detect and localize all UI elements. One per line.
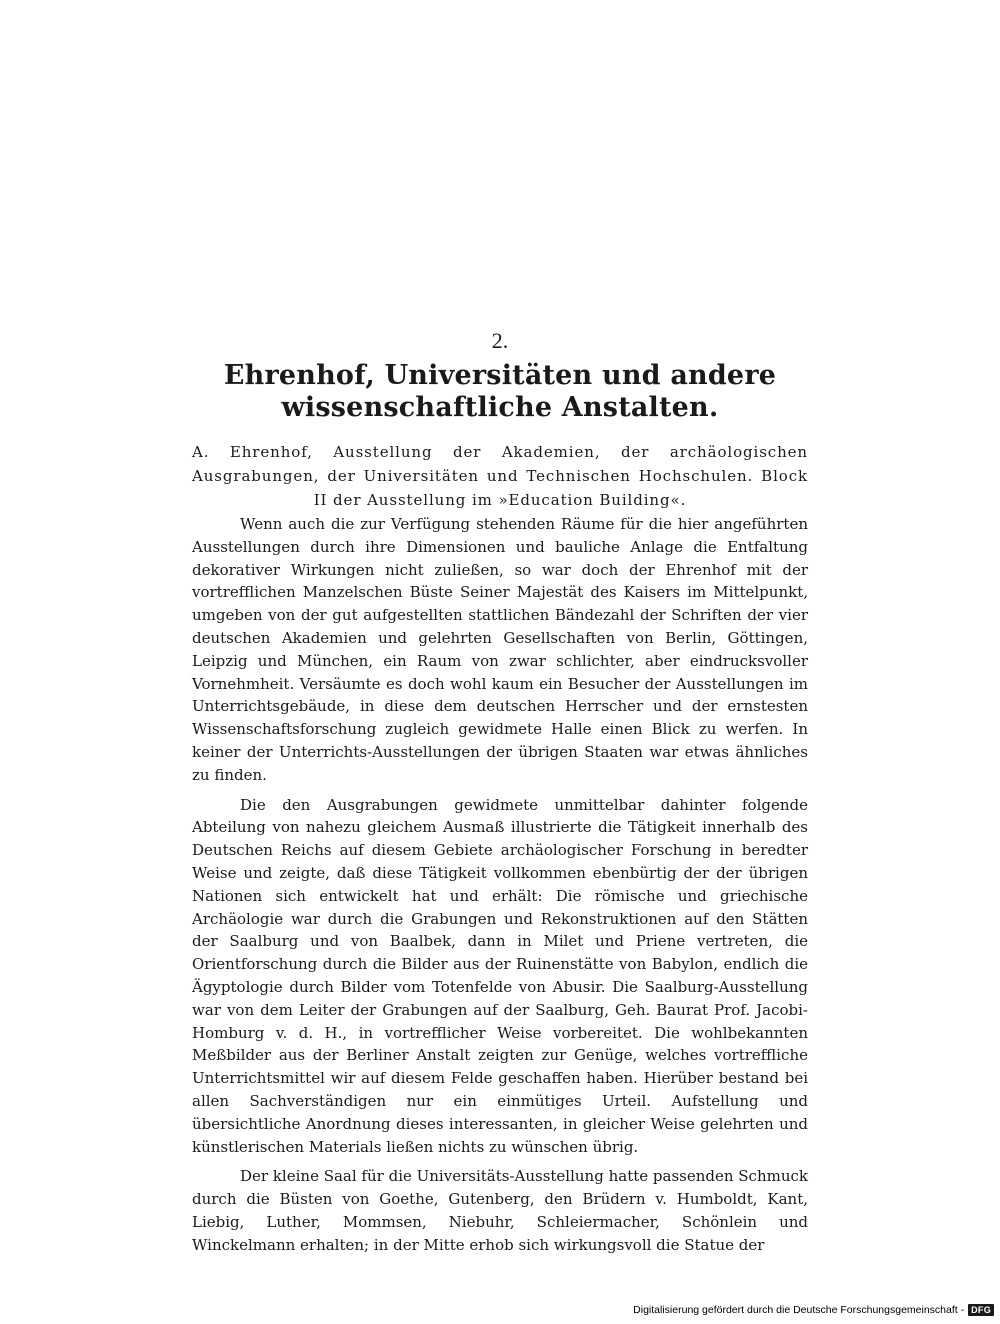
section-subtitle: A. Ehrenhof, Ausstellung der Akademien, der archäologischen Ausgrabungen, der Universitäten und Technischen Hochschulen. Block II der Ausstellung im »Education Building«. [192, 443, 808, 509]
dfg-logo-icon: DFG [968, 1304, 994, 1316]
paragraph: Der kleine Saal für die Universitäts-Ausstellung hatte passenden Schmuck durch die Büsten von Goethe, Gutenberg, den Brüdern v. Humboldt, Kant, Liebig, Luther, Mommsen, Niebuhr, Schleiermacher, Schönlein und Winckelmann erhalten; in der Mitte erhob sich wirkungsvoll die Statue der [192, 1167, 808, 1254]
section-number: 2. [491, 328, 509, 353]
paragraph: Wenn auch die zur Verfügung stehenden Räume für die hier angeführten Ausstellungen durch ihre Dimensionen und bauliche Anlage die Entfaltung dekorativer Wirkungen nicht zuließen, so war doch der Ehrenhof mit der vortrefflichen Manzelschen Büste Seiner Majestät des Kaisers im Mittelpunkt, umgeben von der gut aufgestellten stattlichen Bändezahl der Schriften der vier deutschen Akademien und gelehrten Gesellschaften von Berlin, Göttingen, Leipzig und München, ein Raum von zwar schlichter, aber eindrucksvoller Vornehmheit. Versäumte es doch wohl kaum ein Besucher der Ausstellungen im Unterrichtsgebäude, in diese dem deutschen Herrscher und der ernstesten Wissenschaftsforschung zugleich gewidmete Halle einen Blick zu werfen. In keiner der Unterrichts-Ausstellungen der übrigen Staaten war etwas ähnliches zu finden. [192, 515, 808, 784]
paragraph: Die den Ausgrabungen gewidmete unmittelbar dahinter folgende Abteilung von nahezu gleichem Ausmaß illustrierte die Tätigkeit innerhalb des Deutschen Reichs auf diesem Gebiete archäologischer Forschung in beredter Weise und zeigte, daß diese Tätigkeit vollkommen ebenbürtig der der übrigen Nationen sich entwickelt hat und erhält: Die römische und griechische Archäologie war durch die Grabungen und Rekonstruktionen auf den Stätten der Saalburg und von Baalbek, dann in Milet und Priene vertreten, die Orientforschung durch die Bilder aus der Ruinenstätte von Babylon, endlich die Ägyptologie durch Bilder vom Totenfelde von Abusir. Die Saalburg-Ausstellung war von dem Leiter der Grabungen auf der Saalburg, Geh. Baurat Prof. Jacobi-Homburg v. d. H., in vortrefflicher Weise vorbereitet. Die wohlbekannten Meßbilder aus der Berliner Anstalt zeigten zur Genüge, welches vortreffliche Unterrichtsmittel wir auf diesem Felde geschaffen haben. Hierüber bestand bei allen Sachverständigen nur ein einmütiges Urteil. Aufstellung und übersichtliche Anordnung dieses interessanten, in gleicher Weise gelehrten und künstlerischen Materials ließen nichts zu wünschen übrig. [192, 795, 808, 1156]
chapter-title: Ehrenhof, Universitäten und andere wissenschaftliche Anstalten. [223, 360, 777, 423]
body-text [192, 513, 808, 1264]
footer-credit-text: Digitalisierung gefördert durch die Deutsche Forschungsgemeinschaft - [633, 1304, 965, 1316]
digitization-footer [633, 1302, 994, 1318]
